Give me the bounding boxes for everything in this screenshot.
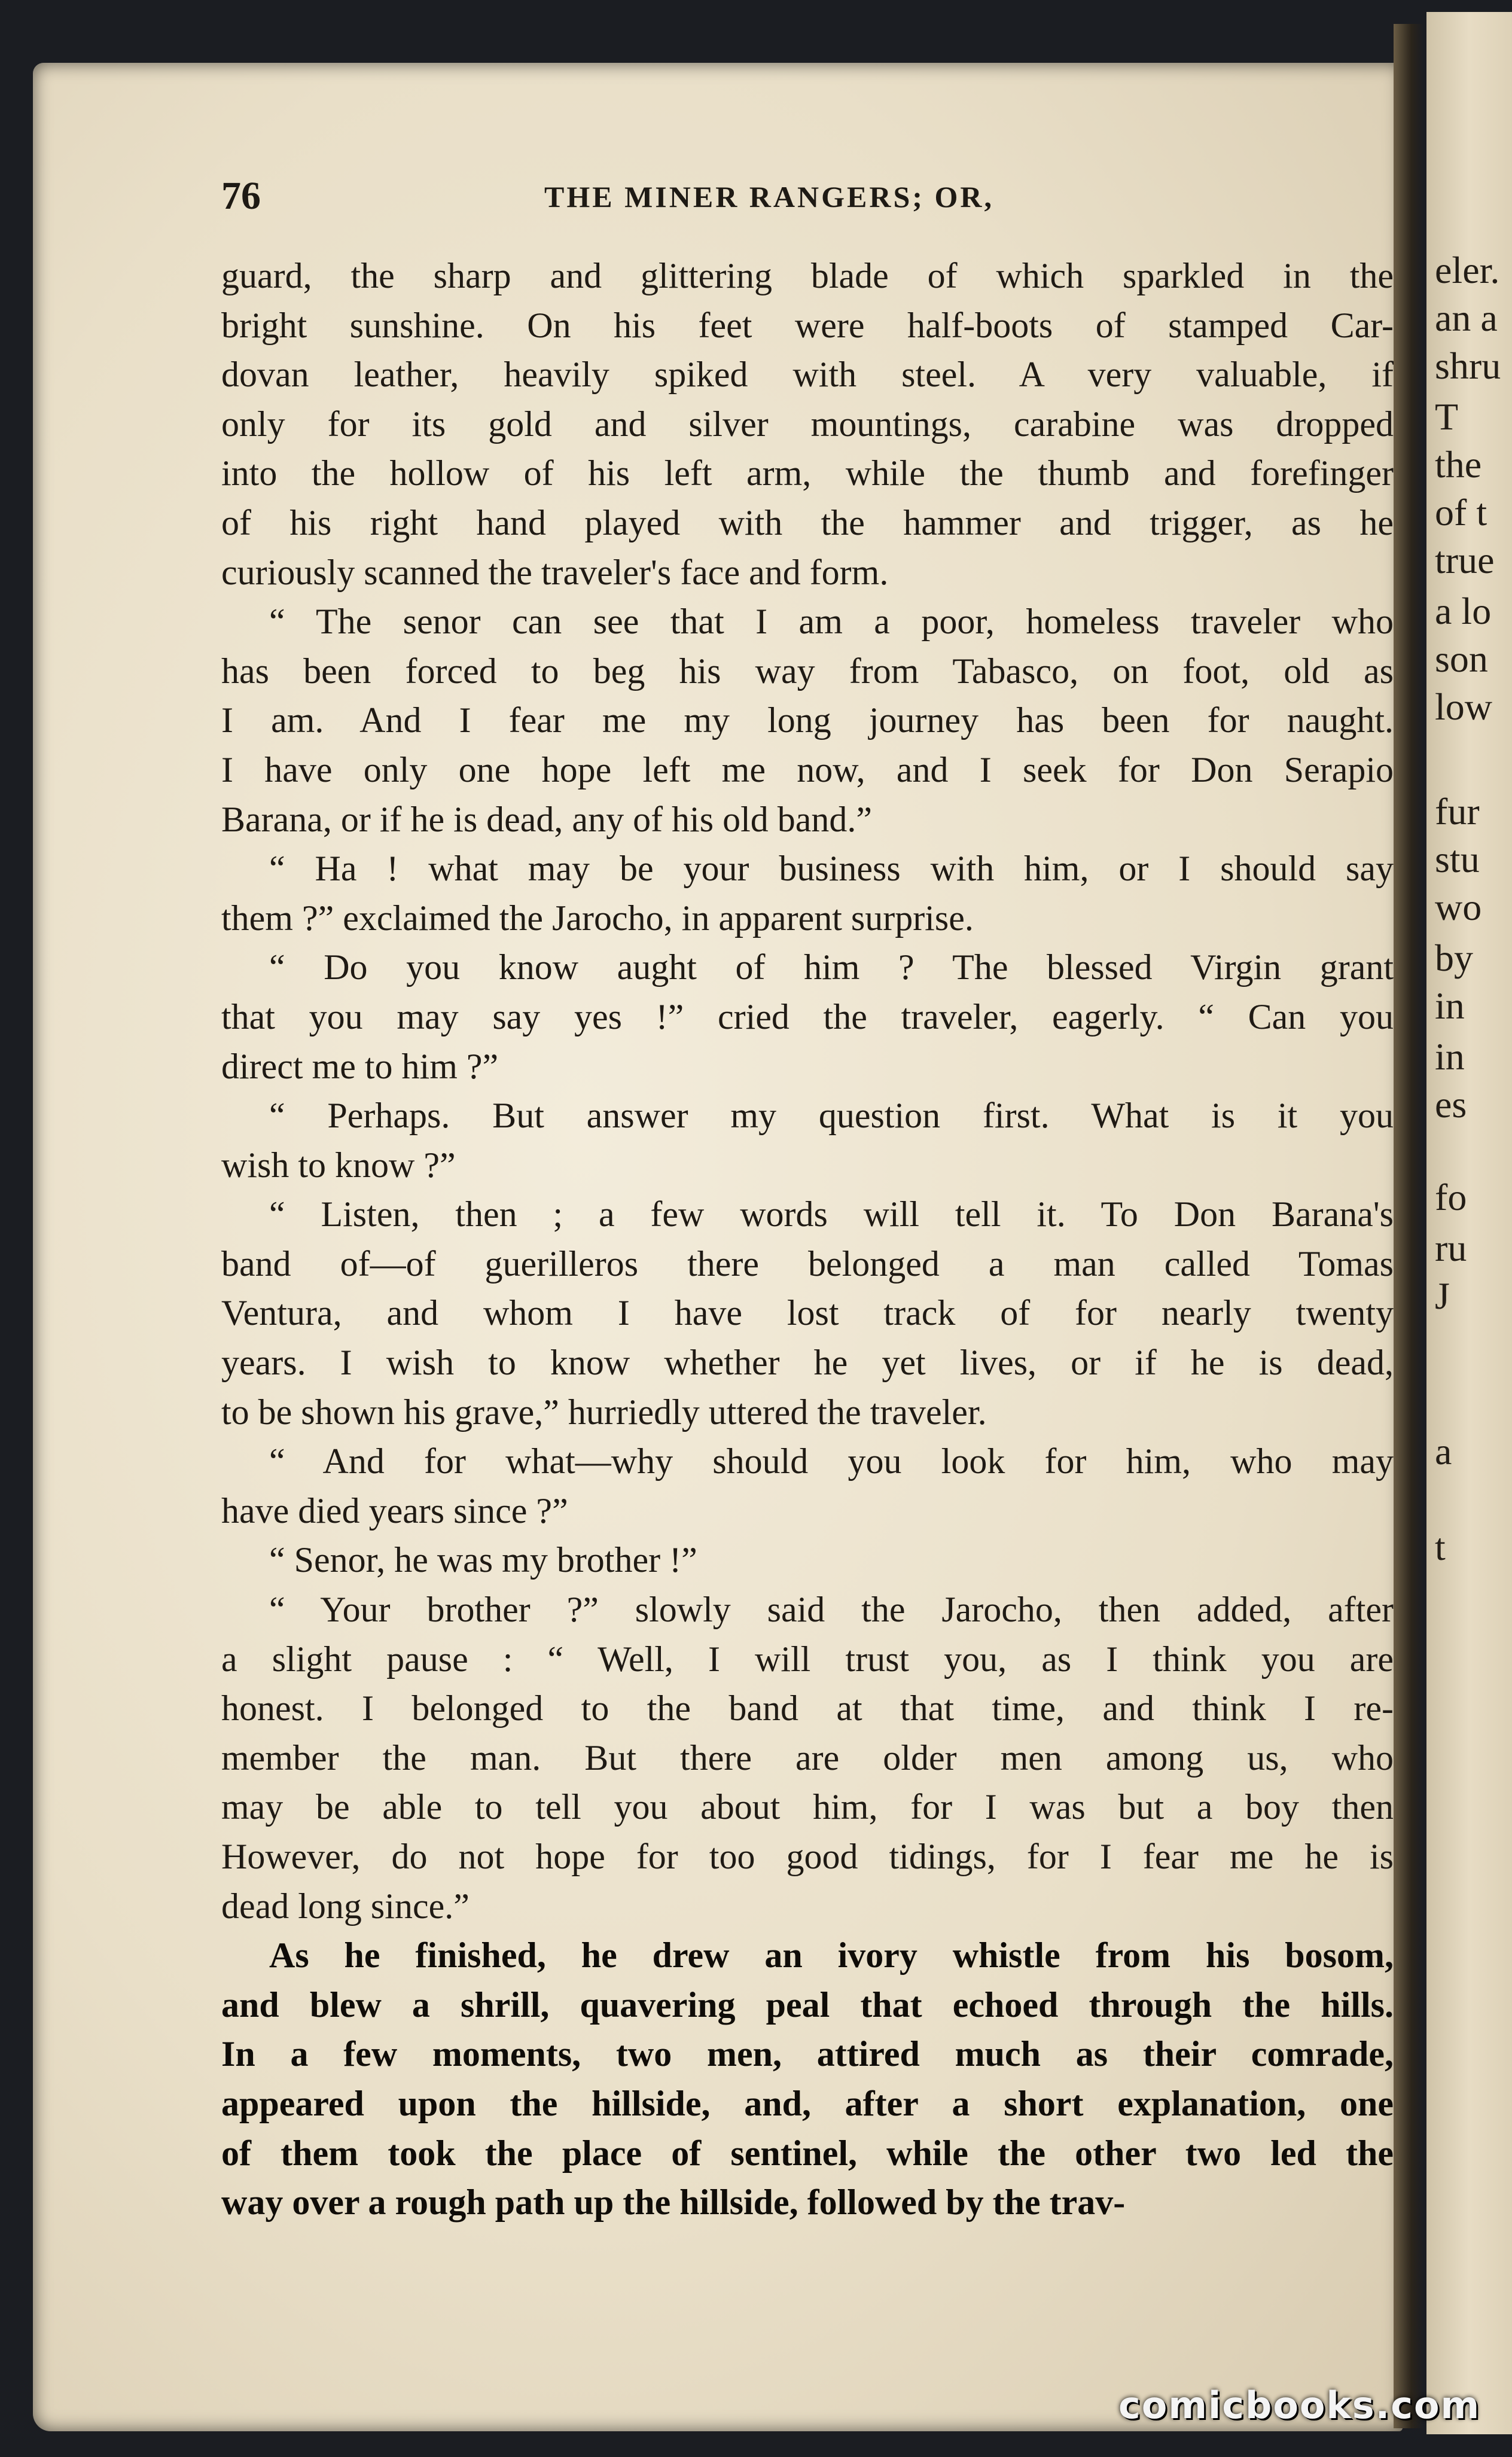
page-number: 76: [221, 174, 261, 218]
book-gutter: [1394, 24, 1423, 2428]
text-line: “ Do you know aught of him ? The blessed Virgin grant: [269, 947, 1394, 987]
next-page-fragment: in: [1435, 984, 1465, 1027]
next-page-fragment: the: [1435, 443, 1482, 486]
text-line: honest. I belonged to the band at that time, and think I re-: [221, 1688, 1394, 1729]
next-page-fragment: low: [1435, 685, 1492, 728]
next-page-fragment: son: [1435, 638, 1488, 680]
text-line: member the man. But there are older men among us, who: [221, 1737, 1394, 1778]
next-page-edge: [1426, 12, 1512, 2434]
text-line: into the hollow of his left arm, while the thumb and forefinger: [221, 453, 1394, 493]
text-line: years. I wish to know whether he yet lives, or if he is dead,: [221, 1343, 1394, 1383]
next-page-fragment: ru: [1435, 1227, 1467, 1269]
text-line: a slight pause : “ Well, I will trust you, as I think you are: [221, 1639, 1394, 1679]
next-page-fragment: J: [1435, 1275, 1450, 1317]
text-line: “ Perhaps. But answer my question first. What is it you: [269, 1096, 1394, 1136]
text-line: and blew a shrill, quavering peal that echoed through the hills.: [221, 1984, 1394, 2025]
text-line: has been forced to beg his way from Tabasco, on foot, old as: [221, 651, 1394, 691]
text-line: curiously scanned the traveler's face and form.: [221, 552, 889, 592]
next-page-fragment: true: [1435, 539, 1495, 581]
next-page-fragment: fur: [1435, 790, 1480, 833]
next-page-fragment: wo: [1435, 886, 1482, 928]
text-line: dead long since.”: [221, 1886, 470, 1926]
body-text: [221, 251, 1394, 2227]
text-line: guard, the sharp and glittering blade of which sparkled in the: [221, 256, 1394, 295]
text-line: way over a rough path up the hillside, followed by the trav-: [221, 2182, 1126, 2223]
next-page-fragment: fo: [1435, 1176, 1467, 1218]
text-line: As he finished, he drew an ivory whistle from his bosom,: [269, 1935, 1394, 1976]
text-line: of his right hand played with the hammer and trigger, as he: [221, 502, 1394, 542]
next-page-fragment: a: [1435, 1430, 1452, 1473]
text-line: direct me to him ?”: [221, 1046, 499, 1086]
text-line: may be able to tell you about him, for I was but a boy then: [221, 1787, 1394, 1827]
next-page-fragment: es: [1435, 1083, 1467, 1126]
text-line: have died years since ?”: [221, 1490, 568, 1531]
text-line: dovan leather, heavily spiked with steel. A very valuable, if: [221, 355, 1394, 395]
next-page-fragment: shru: [1435, 345, 1501, 387]
next-page-fragment: an a: [1435, 297, 1498, 339]
text-line: band of—of guerilleros there belonged a man called Tomas: [221, 1243, 1394, 1284]
text-line: of them took the place of sentinel, while the other two led the: [221, 2133, 1394, 2173]
next-page-fragment: of t: [1435, 491, 1487, 534]
text-line: “ Ha ! what may be your business with him, or I should say: [269, 849, 1394, 889]
text-line: I have only one hope left me now, and I seek for Don Serapio: [221, 749, 1394, 789]
text-line: “ Senor, he was my brother !”: [269, 1540, 697, 1580]
text-line: “ Listen, then ; a few words will tell it. To Don Barana's: [269, 1194, 1394, 1234]
next-page-fragment: stu: [1435, 838, 1480, 880]
text-line: bright sunshine. On his feet were half-boots of stamped Car-: [221, 305, 1394, 345]
page-header: [221, 173, 1394, 218]
text-line: However, do not hope for too good tidings, for I fear me he is: [221, 1837, 1394, 1876]
text-line: “ And for what—why should you look for him, who may: [269, 1441, 1394, 1481]
next-page-fragment: a lo: [1435, 590, 1492, 632]
text-line: “ Your brother ?” slowly said the Jarocho, then added, after: [269, 1590, 1394, 1630]
text-line: Barana, or if he is dead, any of his old band.”: [221, 799, 872, 839]
next-page-fragment: by: [1435, 937, 1473, 979]
watermark: comicbooks.com: [1118, 2383, 1481, 2427]
text-line: only for its gold and silver mountings, carabine was dropped: [221, 404, 1394, 444]
text-line: Ventura, and whom I have lost track of for nearly twenty: [221, 1293, 1394, 1333]
text-line: appeared upon the hillside, and, after a short explanation, one: [221, 2083, 1394, 2123]
next-page-fragment: in: [1435, 1035, 1465, 1078]
next-page-fragment: t: [1435, 1526, 1446, 1568]
text-line: them ?” exclaimed the Jarocho, in apparent surprise.: [221, 898, 974, 938]
text-line: wish to know ?”: [221, 1145, 456, 1185]
text-line: In a few moments, two men, attired much as their comrade,: [221, 2034, 1394, 2074]
text-line: “ The senor can see that I am a poor, homeless traveler who: [269, 602, 1394, 642]
text-line: to be shown his grave,” hurriedly uttered the traveler.: [221, 1392, 987, 1432]
running-head: THE MINER RANGERS; OR,: [544, 180, 994, 214]
next-page-fragment: T: [1435, 395, 1459, 438]
text-line: I am. And I fear me my long journey has been for naught.: [221, 700, 1394, 740]
next-page-fragment: eler.: [1435, 249, 1500, 291]
text-line: that you may say yes !” cried the traveler, eagerly. “ Can you: [221, 996, 1394, 1037]
